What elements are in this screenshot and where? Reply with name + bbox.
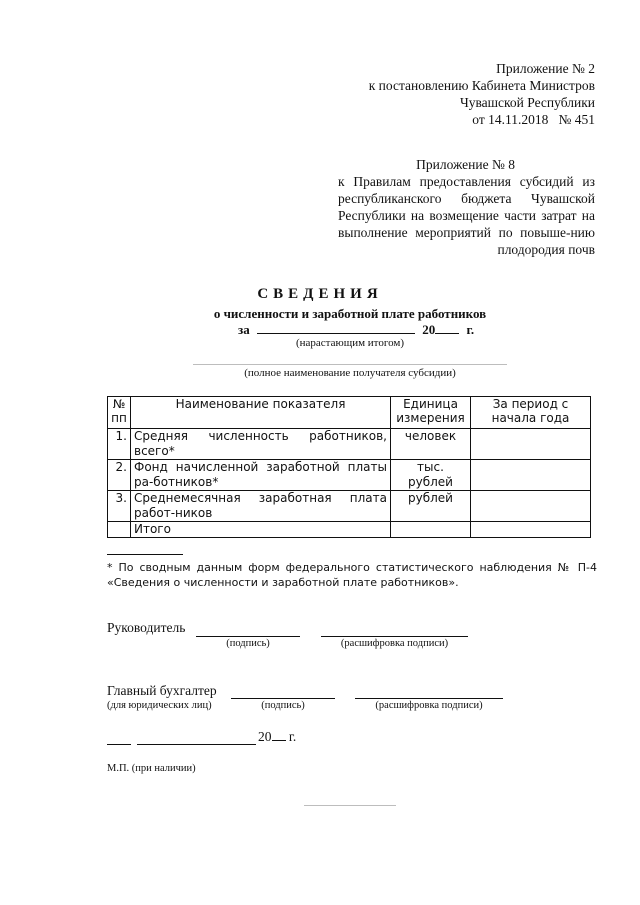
head-decoding-field[interactable] (321, 636, 468, 637)
header-unit: Единица измерения (391, 397, 471, 429)
row-2-name: Фонд начисленной заработной платы ра-ботников* (131, 460, 391, 491)
date-year-prefix: 20 (258, 729, 272, 744)
recipient-name-field[interactable] (193, 364, 507, 365)
appendix-rules-title: Приложение № 8 (416, 157, 515, 172)
appendix-main-line-1: к постановлению Кабинета Министров (368, 78, 595, 93)
row-3-value[interactable] (471, 491, 591, 522)
legal-entities-caption: (для юридических лиц) (107, 700, 212, 711)
head-decoding-caption: (расшифровка подписи) (340, 638, 449, 649)
head-label: Руководитель (107, 620, 186, 635)
row-total-name: Итого (131, 522, 391, 538)
row-3-num: 3. (108, 491, 131, 522)
date-day-field[interactable] (107, 744, 131, 745)
recipient-caption: (полное наименование получателя субсидии) (244, 367, 456, 379)
appendix-main-line-3: от 14.11.2018 № 451 (472, 112, 595, 127)
row-1-num: 1. (108, 429, 131, 460)
period-prefix: за (238, 322, 250, 337)
period-year-blank[interactable] (435, 321, 459, 334)
header-name: Наименование показателя (131, 397, 391, 429)
row-3-unit: рублей (391, 491, 471, 522)
footnote-separator (107, 554, 183, 555)
seal-note: М.П. (при наличии) (107, 763, 196, 774)
cumulative-note: (нарастающим итогом) (295, 337, 404, 349)
row-2-num: 2. (108, 460, 131, 491)
head-signature-field[interactable] (196, 636, 300, 637)
form-subtitle: о численности и заработной плате работников (213, 306, 487, 321)
header-num: № пп (108, 397, 131, 429)
date-year-label (258, 728, 296, 745)
row-total-value[interactable] (471, 522, 591, 538)
accountant-decoding-field[interactable] (355, 698, 503, 699)
row-1-unit: человек (391, 429, 471, 460)
row-1-value[interactable] (471, 429, 591, 460)
row-3-name: Среднемесячная заработная плата работ-ников (131, 491, 391, 522)
date-month-field[interactable] (137, 744, 256, 745)
row-1-name: Средняя численность работников, всего* (131, 429, 391, 460)
period-year: 20 (422, 322, 436, 337)
table-row-total (108, 522, 591, 538)
accountant-signature-caption: (подпись) (261, 700, 305, 711)
period-blank-field[interactable] (257, 321, 415, 334)
table-row (108, 491, 591, 522)
footnote-text: * По сводным данным форм федерального статистического наблюдения № П-4 «Сведения о численности и заработной плате работников». (107, 561, 597, 589)
table-header-row (108, 397, 591, 429)
accountant-signature-field[interactable] (231, 698, 335, 699)
table-row (108, 429, 591, 460)
header-period: За период с начала года (471, 397, 591, 429)
table-row (108, 460, 591, 491)
accountant-decoding-caption: (расшифровка подписи) (375, 700, 483, 711)
head-signature-caption: (подпись) (226, 638, 270, 649)
date-year-field[interactable] (272, 728, 286, 741)
bottom-divider (304, 805, 396, 806)
form-title: СВЕДЕНИЯ (257, 286, 383, 302)
period-line (238, 321, 474, 338)
row-total-unit[interactable] (391, 522, 471, 538)
appendix-main-title: Приложение № 2 (496, 61, 595, 76)
accountant-label: Главный бухгалтер (107, 683, 217, 698)
row-total-num (108, 522, 131, 538)
date-suffix: г. (288, 729, 297, 744)
appendix-main-line-2: Чувашской Республики (459, 95, 595, 110)
period-suffix: г. (466, 322, 475, 337)
row-2-value[interactable] (471, 460, 591, 491)
appendix-rules-body: к Правилам предоставления субсидий из республиканского бюджета Чувашской Республики на возмещение части затрат на выполнение мероприятий по повыше-нию плодородия почв (338, 174, 595, 257)
row-2-unit: тыс. рублей (391, 460, 471, 491)
indicators-table (107, 396, 591, 538)
appendix-main-block (300, 60, 595, 128)
